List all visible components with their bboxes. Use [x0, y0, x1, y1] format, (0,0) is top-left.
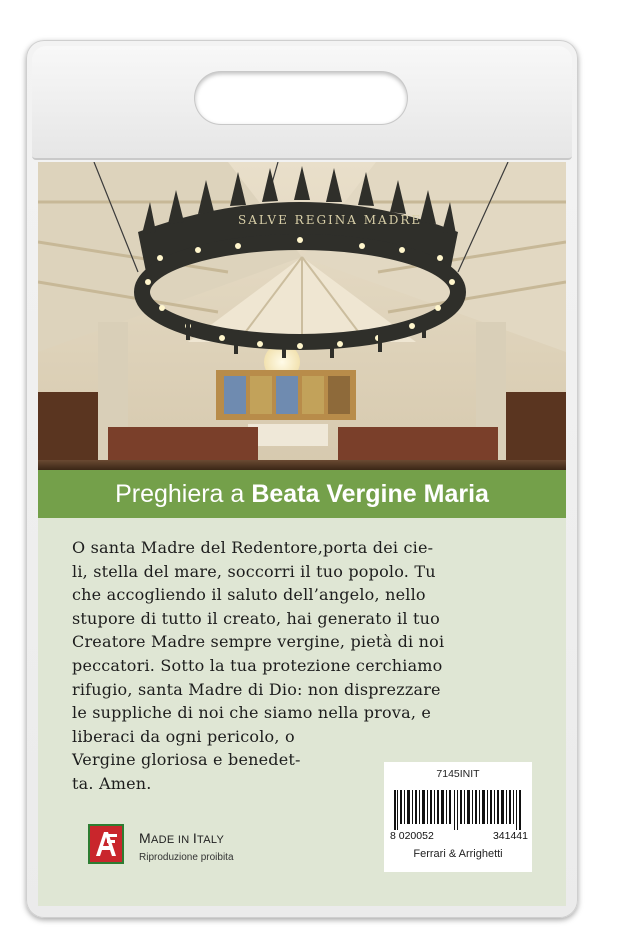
prayer-text [72, 536, 542, 796]
made-in-text: M [139, 830, 151, 846]
barcode-bars [394, 790, 524, 830]
prayer-line: li, stella del mare, soccorri il tuo popolo. Tu [72, 561, 436, 581]
banner-prefix: Preghiera a [115, 479, 245, 508]
barcode-digits-left: 8 020052 [390, 830, 434, 842]
made-in-text: ADE IN [150, 834, 193, 846]
reproduction-notice: Riproduzione proibita [139, 852, 234, 863]
hang-hole [195, 72, 407, 124]
prayer-line: le suppliche di noi che siamo nella prova, e [72, 703, 432, 723]
crown-inscription: SALVE REGINA MADRE [238, 213, 423, 227]
prayer-line: che accogliendo il saluto dell’angelo, nello [72, 585, 426, 605]
fa-logo-icon [90, 826, 122, 862]
church-interior-photo [38, 162, 566, 470]
church-interior-illustration [38, 162, 566, 470]
prayer-line: stupore di tutto il creato, hai generato il tuo [72, 608, 440, 628]
prayer-line: Creatore Madre sempre vergine, pietà di noi [72, 632, 445, 652]
made-in-italy [139, 830, 224, 846]
brand-name: Ferrari & Arrighetti [413, 848, 503, 860]
prayer-line: peccatori. Sotto la tua protezione cerchiamo [72, 655, 443, 675]
prayer-line: Vergine gloriosa e benedet- [72, 750, 301, 770]
prayer-line: ta. Amen. [72, 773, 152, 793]
company-logo [88, 824, 124, 864]
product-code: 7145INIT [436, 768, 480, 780]
prayer-line: liberaci da ogni pericolo, o [72, 726, 295, 746]
prayer-title-banner [38, 470, 566, 518]
prayer-line: O santa Madre del Redentore,porta dei cie- [72, 538, 434, 557]
made-in-text: TALY [197, 834, 225, 846]
barcode-digits-right: 341441 [492, 830, 528, 842]
made-in-text: I [192, 830, 198, 846]
barcode-digits [390, 830, 528, 842]
prayer-line: rifugio, santa Madre di Dio: non disprezzare [72, 679, 441, 699]
prayer-card [38, 162, 566, 906]
barcode-label [384, 762, 532, 872]
banner-title: Beata Vergine Maria [251, 479, 489, 508]
